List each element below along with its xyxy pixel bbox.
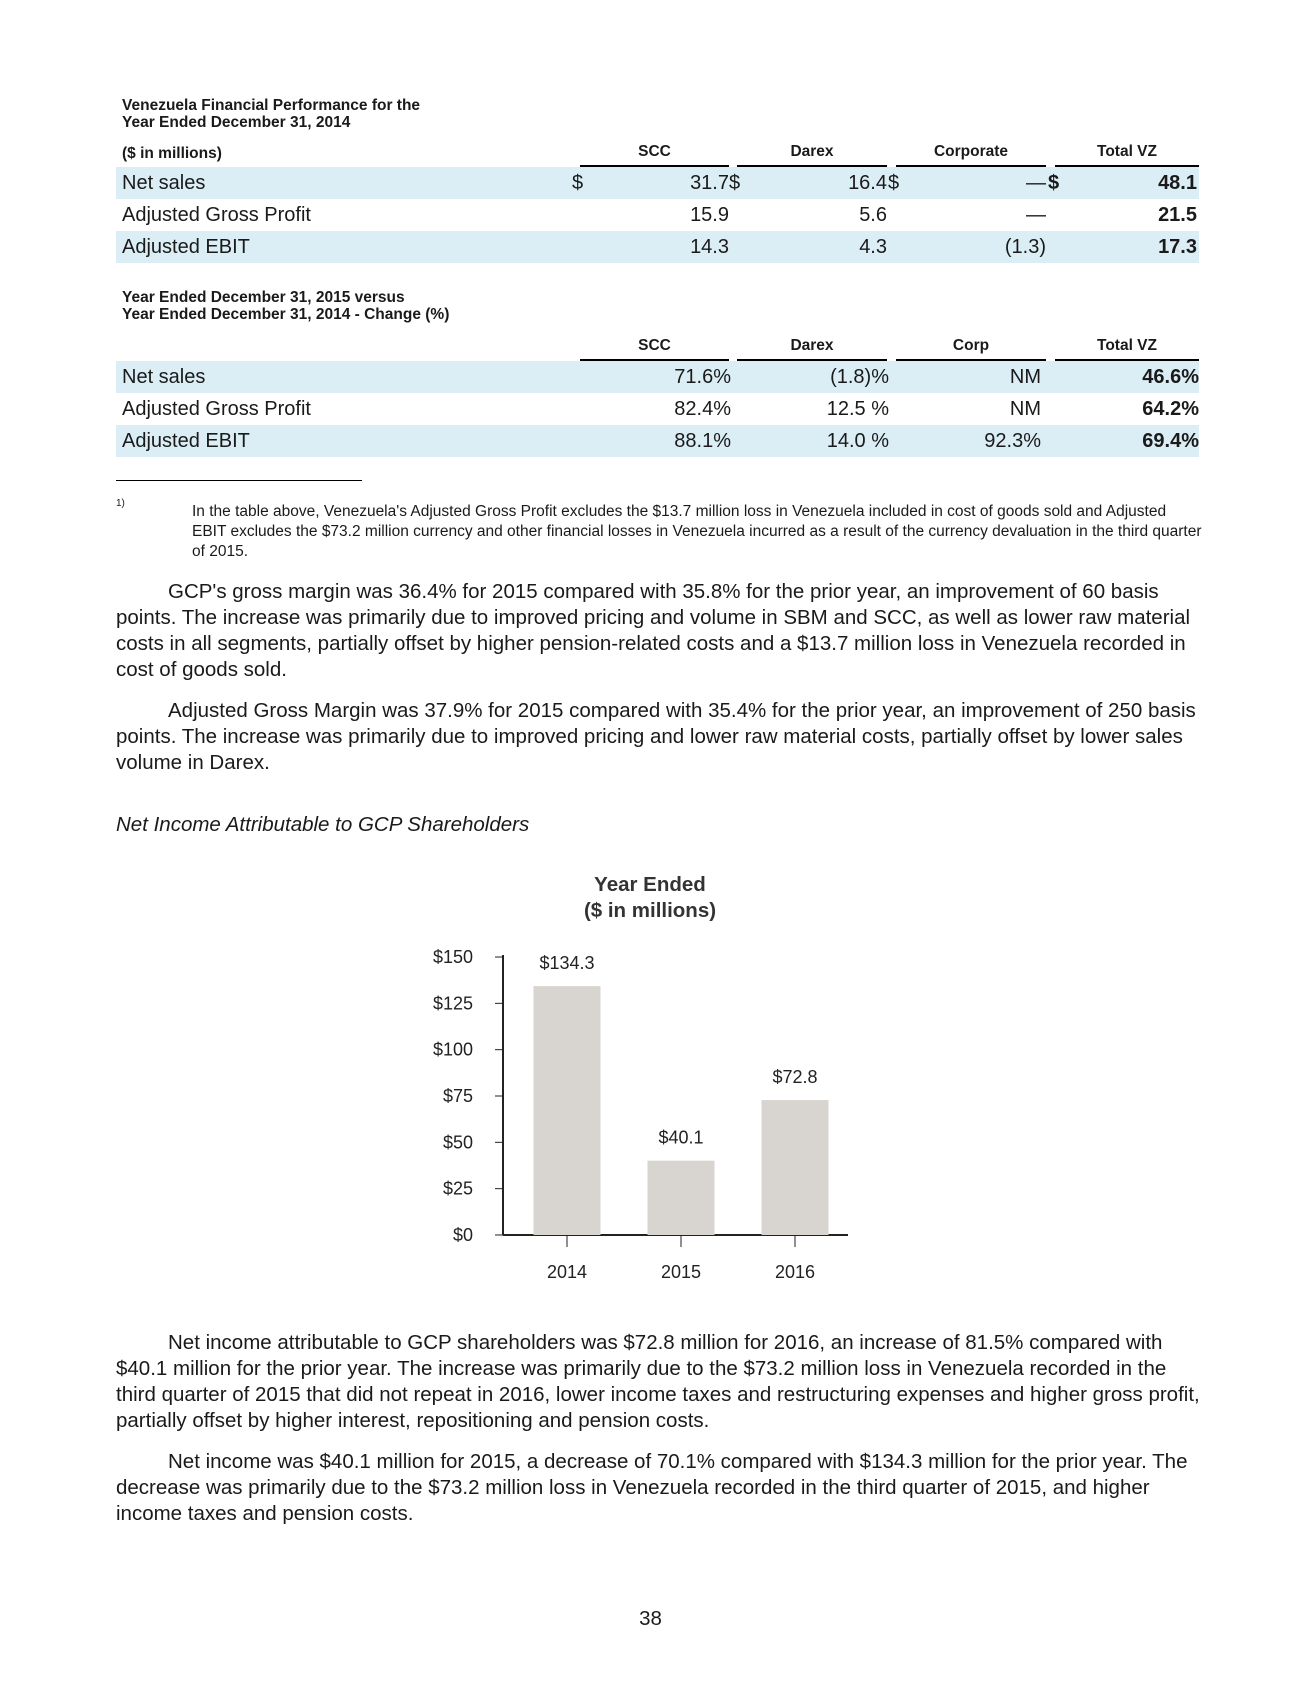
currency-symbol: $ <box>572 172 584 194</box>
net-income-2015-paragraph: Net income was $40.1 million for 2015, a decrease of 70.1% compared with $134.3 million for the prior year. The decrease was primarily due to the $73.2 million loss in Venezuela recorded in the third quarter of 2015, and higher income taxes and pension costs. <box>116 1450 1188 1525</box>
table-cell: 69.4% <box>1142 430 1199 452</box>
unit-label: ($ in millions) <box>122 145 222 162</box>
x-tick-label: 2014 <box>546 1262 588 1282</box>
table-cell: 48.1 <box>1158 172 1197 194</box>
data-label: $40.1 <box>658 1127 704 1148</box>
table-row <box>116 361 1199 393</box>
venezuela-change-table <box>116 333 1199 457</box>
currency-symbol: $ <box>888 172 900 194</box>
column-header: Total VZ <box>1055 141 1199 167</box>
column-header: Darex <box>737 335 887 361</box>
table-cell: (1.8)% <box>830 366 889 388</box>
column-header: SCC <box>580 141 729 167</box>
y-tick-label: $50 <box>442 1132 473 1153</box>
table-row <box>116 393 1199 425</box>
table-cell: 4.3 <box>859 236 887 258</box>
table1-heading <box>122 97 420 131</box>
table-cell: 21.5 <box>1158 204 1197 226</box>
table-row <box>116 199 1199 231</box>
table-cell: 17.3 <box>1158 236 1197 258</box>
table-cell: — <box>1026 204 1046 226</box>
table-header-row <box>116 333 1199 361</box>
row-label: Adjusted EBIT <box>122 430 250 452</box>
table-cell: 14.3 <box>690 236 729 258</box>
row-label: Adjusted Gross Profit <box>122 204 311 226</box>
row-label: Adjusted Gross Profit <box>122 398 311 420</box>
row-label: Net sales <box>122 366 206 388</box>
table-cell: NM <box>1009 366 1041 388</box>
table-cell: 46.6% <box>1142 366 1199 388</box>
gross-margin-paragraph: GCP's gross margin was 36.4% for 2015 compared with 35.8% for the prior year, an improvement of 60 basis points. The increase was primarily due to improved pricing and volume in SBM and SCC, as well as lower raw material costs in all segments, partially offset by higher pension-related costs and a $13.7 million loss in Venezuela recorded in cost of goods sold. <box>116 580 1191 681</box>
table-row <box>116 231 1199 263</box>
table2-heading-line1: Year Ended December 31, 2015 versus <box>122 289 405 306</box>
table-cell: 71.6% <box>674 366 731 388</box>
currency-symbol: $ <box>1048 172 1060 194</box>
y-tick-label: $125 <box>432 993 473 1014</box>
footnote-rule <box>116 480 362 481</box>
y-tick-label: $100 <box>432 1039 473 1060</box>
data-label: $72.8 <box>772 1067 818 1088</box>
table2-heading <box>122 289 449 323</box>
net-income-2016-paragraph: Net income attributable to GCP shareholders was $72.8 million for 2016, an increase of 81.5% compared with $40.1 million for the prior year. The increase was primarily due to the $73.2 million loss in Venezuela recorded in the third quarter of 2015 that did not repeat in 2016, lower income taxes and restructuring expenses and higher gross profit, partially offset by higher interest, repositioning and pension costs. <box>116 1331 1200 1432</box>
column-header: Total VZ <box>1055 335 1199 361</box>
chart-title-line2: ($ in millions) <box>583 899 717 922</box>
adjusted-gross-margin-paragraph: Adjusted Gross Margin was 37.9% for 2015 compared with 35.4% for the prior year, an improvement of 250 basis points. The increase was primarily due to improved pricing and lower raw material costs, partially offset by lower sales volume in Darex. <box>116 699 1196 774</box>
y-tick-label: $75 <box>442 1086 473 1106</box>
table-cell: 12.5 % <box>826 398 889 420</box>
table-cell: 88.1% <box>674 430 731 452</box>
column-header: SCC <box>580 335 729 361</box>
net-income-bar-chart <box>420 945 860 1285</box>
venezuela-performance-table <box>116 139 1199 263</box>
row-label: Adjusted EBIT <box>122 236 250 258</box>
currency-symbol: $ <box>729 172 741 194</box>
table1-heading-line1: Venezuela Financial Performance for the <box>122 97 421 114</box>
chart-title-line1: Year Ended <box>594 873 706 896</box>
y-tick-label: $150 <box>432 947 473 967</box>
bar <box>534 986 601 1235</box>
column-header: Darex <box>737 141 887 167</box>
table-cell: — <box>1026 172 1046 194</box>
page-number: 38 <box>639 1607 662 1630</box>
table-header-row <box>116 139 1199 167</box>
table-cell: 31.7 <box>690 172 729 194</box>
x-tick-label: 2015 <box>660 1262 702 1282</box>
table-row <box>116 167 1199 199</box>
table-cell: 16.4 <box>848 172 887 194</box>
table-cell: 64.2% <box>1142 398 1199 420</box>
table1-heading-line2: Year Ended December 31, 2014 <box>122 114 351 131</box>
column-header: Corp <box>896 335 1046 361</box>
x-tick-label: 2016 <box>774 1262 816 1282</box>
footnote-marker: 1) <box>116 498 125 509</box>
table-cell: 92.3% <box>984 430 1041 452</box>
bar <box>762 1100 829 1235</box>
table-row <box>116 425 1199 457</box>
row-label: Net sales <box>122 172 206 194</box>
y-tick-label: $25 <box>442 1178 473 1199</box>
column-header: Corporate <box>896 141 1046 167</box>
table-cell: NM <box>1009 398 1041 420</box>
table-cell: 5.6 <box>859 204 887 226</box>
footnote-text: In the table above, Venezuela's Adjusted Gross Profit excludes the $13.7 million loss in Venezuela included in cost of goods sold and Adjusted EBIT excludes the $73.2 million currency and other financial losses in Venezuela incurred as a result of the currency devaluation in the third quarter of 2015. <box>192 503 1202 560</box>
data-label: $134.3 <box>539 953 595 974</box>
table-cell: 15.9 <box>690 204 729 226</box>
bar <box>648 1161 715 1235</box>
chart-title <box>450 872 850 924</box>
table-cell: 14.0 % <box>826 430 889 452</box>
table-cell: 82.4% <box>674 398 731 420</box>
table-cell: (1.3) <box>1004 236 1046 258</box>
section-title: Net Income Attributable to GCP Shareholders <box>116 813 530 836</box>
table2-heading-line2: Year Ended December 31, 2014 - Change (%) <box>122 306 450 323</box>
y-tick-label: $0 <box>452 1225 473 1245</box>
